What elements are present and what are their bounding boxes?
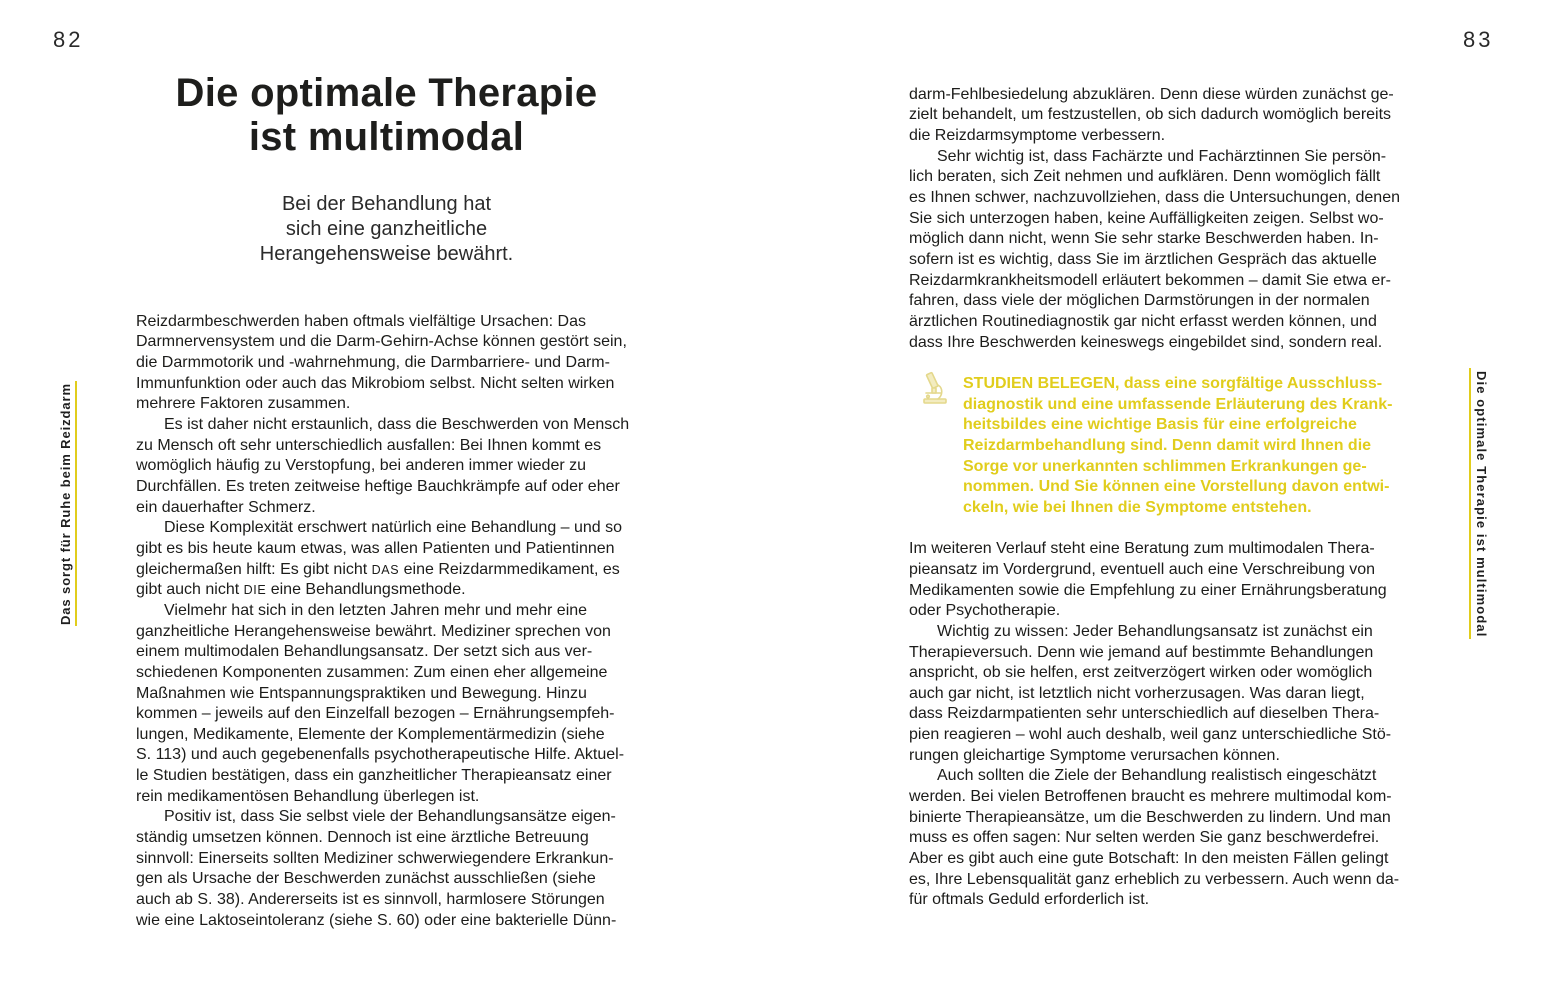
body-paragraph bbox=[909, 85, 1410, 147]
body-line: ganzheitliche Herangehensweise bewährt. Mediziner sprechen von bbox=[136, 622, 611, 640]
side-label-rule bbox=[75, 381, 77, 626]
body-line: kommen – jeweils auf den Einzelfall bezogen – Ernährungsempfeh- bbox=[136, 705, 615, 723]
subtitle-line: sich eine ganzheitliche bbox=[285, 218, 488, 240]
body-section bbox=[909, 539, 1410, 911]
small-caps-word: DIE bbox=[243, 583, 267, 598]
side-label-rule bbox=[1469, 368, 1471, 639]
body-paragraph bbox=[909, 147, 1410, 354]
callout-text bbox=[963, 374, 1410, 519]
page-number-right: 83 bbox=[1463, 27, 1494, 52]
body-line bbox=[136, 580, 637, 601]
callout-line: heitsbildes eine wichtige Basis für eine erfolgreiche bbox=[963, 416, 1357, 434]
body-line: fahren, dass viele der möglichen Darmstörungen in der normalen bbox=[909, 292, 1370, 310]
body-line: Reizdarmkrankheitsmodell erläutert bekommen – damit Sie etwa er- bbox=[909, 271, 1391, 289]
body-line: Wichtig zu wissen: Jeder Behandlungsansatz ist zunächst ein bbox=[937, 622, 1373, 640]
subtitle-line: Bei der Behandlung hat bbox=[281, 193, 492, 215]
body-line: rein medikamentösen Behandlung überlegen ist. bbox=[136, 787, 480, 805]
body-line: die Darmmotorik und -wahrnehmung, die Darmbarriere- und Darm- bbox=[136, 354, 610, 371]
chapter-side-label: Das sorgt für Ruhe beim Reizdarm bbox=[58, 383, 73, 625]
body-line: wie eine Laktoseintoleranz (siehe S. 60) oder eine bakterielle Dünn- bbox=[136, 911, 617, 929]
body-line: womöglich häufig zu Verstopfung, bei anderen immer wieder zu bbox=[136, 457, 587, 475]
title-line: ist multimodal bbox=[248, 115, 525, 159]
body-line: Es ist daher nicht erstaunlich, dass die Beschwerden von Mensch bbox=[164, 415, 630, 433]
body-line: binierte Therapieansätze, um die Beschwerden zu lindern. Und man bbox=[909, 808, 1391, 826]
callout-line: STUDIEN BELEGEN, dass eine sorgfältige Ausschluss- bbox=[963, 374, 1383, 392]
page-subtitle bbox=[136, 192, 637, 267]
body-line: Im weiteren Verlauf steht eine Beratung zum multimodalen Thera- bbox=[909, 540, 1375, 558]
body-line: möglich dann nicht, wenn Sie sehr starke Beschwerden haben. In- bbox=[909, 230, 1379, 248]
body-line: le Studien bestätigen, dass ein ganzheitlicher Therapieansatz einer bbox=[136, 767, 612, 785]
body-line: sofern ist es wichtig, dass Sie im ärztlichen Gespräch das aktuelle bbox=[909, 250, 1377, 268]
body-line: Medikamenten sowie die Empfehlung zu einer Ernährungsberatung bbox=[909, 581, 1387, 599]
body-line: Positiv ist, dass Sie selbst viele der Behandlungsansätze eigen- bbox=[164, 808, 616, 826]
body-line: Durchfällen. Es treten zeitweise heftige Bauchkrämpfe auf oder eher bbox=[136, 477, 620, 495]
body-paragraph bbox=[909, 622, 1410, 767]
body-line: Darmnervensystem und die Darm-Gehirn-Achse können gestört sein, bbox=[136, 333, 627, 351]
subtitle-line: Herangehensweise bewährt. bbox=[259, 243, 514, 265]
body-line: zu Mensch oft sehr unterschiedlich ausfallen: Bei Ihnen kommt es bbox=[136, 436, 602, 454]
body-line: werden. Bei vielen Betroffenen braucht es mehrere multimodal kom- bbox=[909, 788, 1392, 806]
right-body-text bbox=[909, 85, 1410, 911]
body-line: S. 113) und auch gegebenenfalls psychotherapeutische Hilfe. Aktuel- bbox=[136, 746, 625, 764]
body-paragraph bbox=[909, 539, 1410, 622]
callout-line: Reizdarmbehandlung sind. Denn damit wird Ihnen die bbox=[963, 436, 1372, 454]
small-caps-word: DAS bbox=[371, 562, 400, 577]
body-line: Immunfunktion oder auch das Mikrobiom selbst. Nicht selten wirken bbox=[136, 374, 615, 392]
body-paragraph bbox=[909, 766, 1410, 911]
body-line: gen als Ursache der Beschwerden zunächst ausschließen (siehe bbox=[136, 870, 596, 888]
callout-line: Sorge vor unerkannten schlimmen Erkrankungen ge- bbox=[963, 457, 1367, 475]
body-line: anspricht, ob sie helfen, erst zeitverzögert wirken oder womöglich bbox=[909, 664, 1373, 682]
body-line bbox=[136, 560, 637, 581]
body-line: Maßnahmen wie Entspannungspraktiken und Bewegung. Hinzu bbox=[136, 684, 587, 702]
body-line: ein dauerhafter Schmerz. bbox=[136, 498, 316, 516]
text-run: gleichermaßen hilft: Es gibt nicht bbox=[136, 560, 372, 578]
body-line: ärztlichen Routinediagnostik gar nicht erfasst werden können, und bbox=[909, 312, 1377, 330]
body-line: einem multimodalen Behandlungsansatz. Der setzt sich aus ver- bbox=[136, 643, 593, 661]
text-run: gibt auch nicht bbox=[136, 581, 244, 599]
body-line: für oftmals Geduld erforderlich ist. bbox=[909, 891, 1150, 909]
body-line: dass Reizdarmpatienten sehr unterschiedlich auf dieselben Thera- bbox=[909, 705, 1380, 723]
body-line: dass Ihre Beschwerden keineswegs eingebildet sind, sondern real. bbox=[909, 333, 1383, 351]
callout-line: ckeln, wie bei Ihnen die Symptome entstehen. bbox=[963, 498, 1312, 516]
body-line: auch ab S. 38). Andererseits ist es sinnvoll, harmlosere Störungen bbox=[136, 891, 605, 909]
body-line: darm-Fehlbesiedelung abzuklären. Denn diese würden zunächst ge- bbox=[909, 85, 1394, 103]
left-body-text bbox=[136, 312, 637, 932]
body-line: sinnvoll: Einerseits sollten Mediziner schwerwiegendere Erkrankun- bbox=[136, 849, 614, 867]
callout-line: diagnostik und eine umfassende Erläuterung des Krank- bbox=[963, 395, 1393, 413]
body-line: rungen gleichartige Symptome verursachen können. bbox=[909, 746, 1280, 764]
callout-line: nommen. Und Sie können eine Vorstellung davon entwi- bbox=[963, 478, 1390, 496]
body-line: die Reizdarmsymptome verbessern. bbox=[909, 127, 1166, 144]
body-line: lich beraten, sich Zeit nehmen und aufklären. Denn womöglich fällt bbox=[909, 168, 1381, 186]
body-paragraph bbox=[136, 518, 637, 601]
body-paragraph bbox=[136, 601, 637, 808]
text-run: eine Reizdarmmedikament, es bbox=[399, 560, 620, 578]
body-line: zielt behandelt, um festzustellen, ob sich dadurch womöglich bereits bbox=[909, 106, 1392, 124]
microscope-icon bbox=[921, 371, 949, 405]
body-line: pien reagieren – wohl auch deshalb, weil ganz unterschiedliche Stö- bbox=[909, 726, 1392, 744]
body-line: muss es offen sagen: Nur selten werden Sie ganz beschwerdefrei. bbox=[909, 829, 1380, 847]
body-line: Vielmehr hat sich in den letzten Jahren mehr und mehr eine bbox=[164, 601, 588, 619]
body-line: oder Psychotherapie. bbox=[909, 602, 1061, 620]
body-paragraph bbox=[136, 312, 637, 415]
body-line: gibt es bis heute kaum etwas, was allen Patienten und Patientinnen bbox=[136, 539, 615, 557]
chapter-side-label: Die optimale Therapie ist multimodal bbox=[1474, 370, 1489, 638]
callout-box bbox=[909, 374, 1410, 519]
body-line: Auch sollten die Ziele der Behandlung realistisch eingeschätzt bbox=[937, 767, 1377, 785]
page-title bbox=[136, 71, 637, 159]
body-line: Sie sich unterzogen haben, keine Auffälligkeiten zeigen. Selbst wo- bbox=[909, 209, 1384, 227]
body-line: Reizdarmbeschwerden haben oftmals vielfältige Ursachen: Das bbox=[136, 312, 586, 330]
body-line: es, Ihre Lebensqualität ganz erheblich zu verbessern. Auch wenn da- bbox=[909, 870, 1400, 888]
body-paragraph bbox=[136, 415, 637, 518]
body-line: ständig umsetzen können. Dennoch ist eine ärztliche Betreuung bbox=[136, 829, 589, 847]
page-number-left: 82 bbox=[53, 27, 84, 52]
body-line: schiedenen Komponenten zusammen: Zum einen eher allgemeine bbox=[136, 663, 608, 681]
title-line: Die optimale Therapie bbox=[175, 71, 598, 115]
body-paragraph bbox=[136, 807, 637, 931]
body-line: Diese Komplexität erschwert natürlich eine Behandlung – und so bbox=[164, 519, 623, 537]
body-line: auch gar nicht, ist letztlich nicht vorherzusagen. Was daran liegt, bbox=[909, 684, 1365, 702]
body-line: Therapieversuch. Denn wie jemand auf bestimmte Behandlungen bbox=[909, 643, 1374, 661]
body-line: pieansatz im Vordergrund, eventuell auch eine Verschreibung von bbox=[909, 560, 1376, 578]
body-line: mehrere Faktoren zusammen. bbox=[136, 395, 351, 413]
body-line: Sehr wichtig ist, dass Fachärzte und Fachärztinnen Sie persön- bbox=[937, 147, 1387, 165]
text-run: eine Behandlungsmethode. bbox=[266, 581, 466, 599]
body-section bbox=[909, 85, 1410, 354]
body-line: lungen, Medikamente, Elemente der Komplementärmedizin (siehe bbox=[136, 725, 605, 743]
body-line: es Ihnen schwer, nachzuvollziehen, dass die Untersuchungen, denen bbox=[909, 188, 1400, 206]
body-line: Aber es gibt auch eine gute Botschaft: In den meisten Fällen gelingt bbox=[909, 850, 1389, 868]
